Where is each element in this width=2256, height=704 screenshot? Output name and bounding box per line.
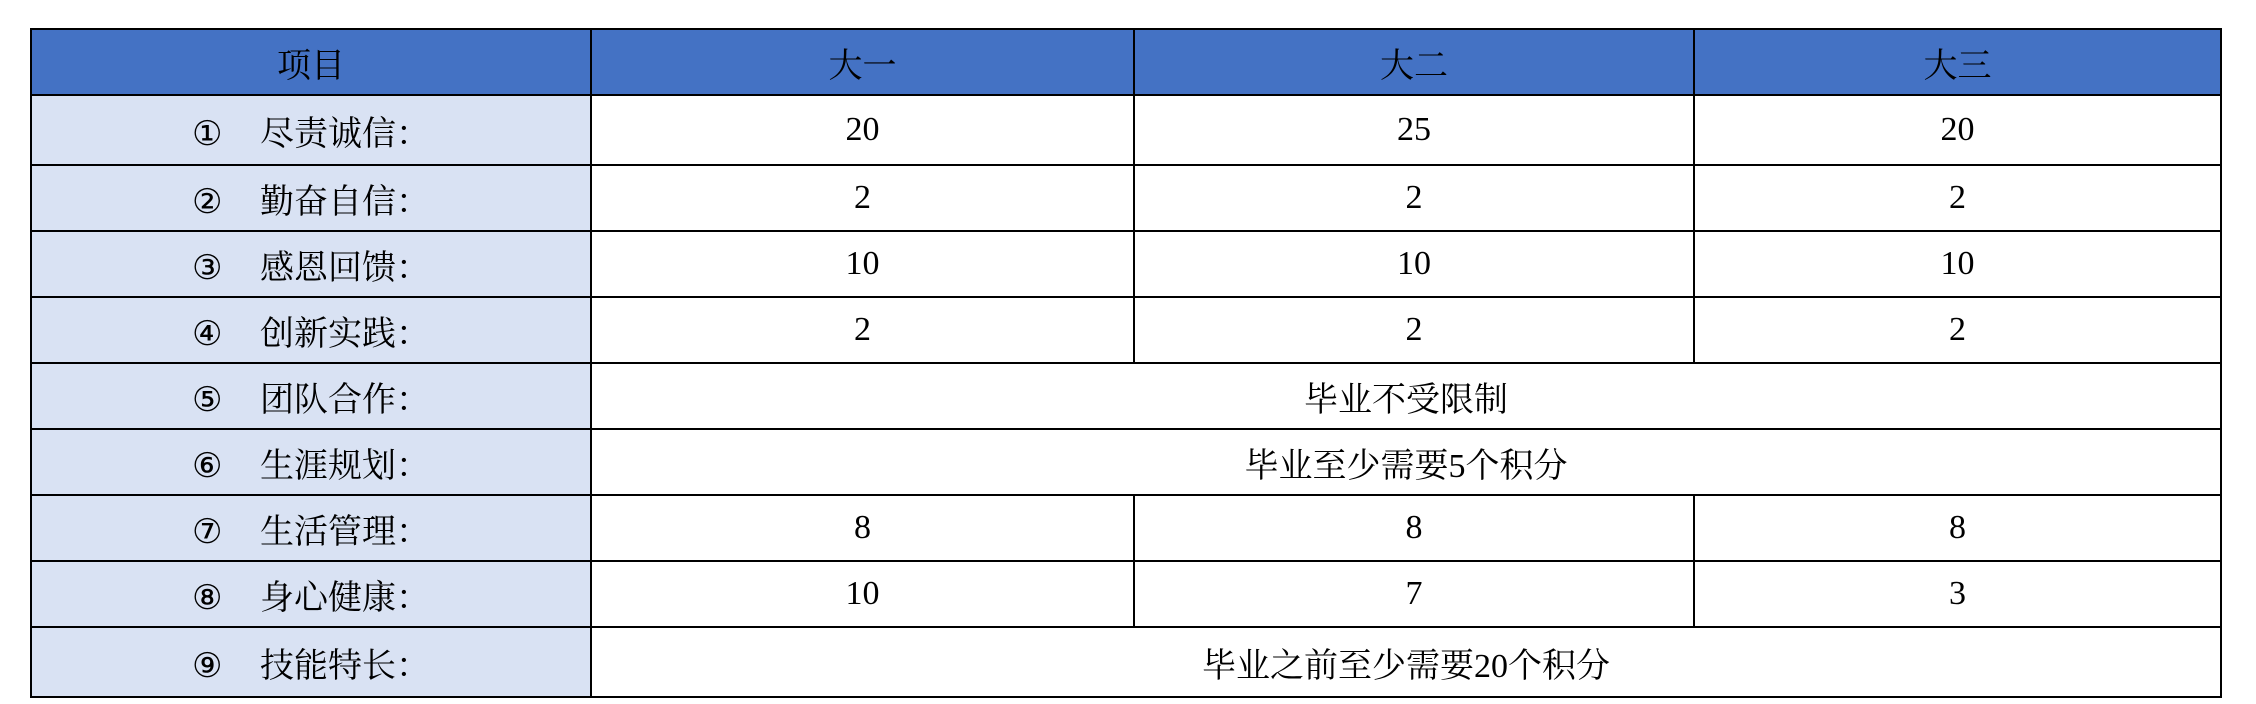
row-name-9: 技能特长： bbox=[260, 647, 430, 685]
table-row bbox=[31, 95, 2221, 165]
table-row bbox=[31, 429, 2221, 495]
row-number-8: ⑧ bbox=[192, 579, 223, 617]
row-5-note: 毕业不受限制 bbox=[591, 363, 2221, 429]
row-number-5: ⑤ bbox=[192, 381, 223, 419]
table-row bbox=[31, 165, 2221, 231]
row-3-year2-value: 10 bbox=[1134, 231, 1694, 297]
column-header-year2: 大二 bbox=[1134, 29, 1694, 95]
table-row bbox=[31, 363, 2221, 429]
table-row bbox=[31, 627, 2221, 697]
row-number-3: ③ bbox=[192, 249, 223, 287]
row-number-9: ⑨ bbox=[192, 647, 223, 685]
row-number-6: ⑥ bbox=[192, 447, 223, 485]
row-label-9 bbox=[31, 627, 591, 697]
row-4-year3-value: 2 bbox=[1694, 297, 2221, 363]
row-label-2 bbox=[31, 165, 591, 231]
row-number-1: ① bbox=[192, 115, 223, 153]
credit-requirements-table-container bbox=[30, 28, 2220, 698]
table-row bbox=[31, 297, 2221, 363]
row-6-note: 毕业至少需要5个积分 bbox=[591, 429, 2221, 495]
row-name-3: 感恩回馈： bbox=[260, 249, 430, 287]
row-1-year3-value: 20 bbox=[1694, 95, 2221, 165]
row-8-year3-value: 3 bbox=[1694, 561, 2221, 627]
row-name-6: 生涯规划： bbox=[260, 447, 430, 485]
row-8-year1-value: 10 bbox=[591, 561, 1134, 627]
row-7-year3-value: 8 bbox=[1694, 495, 2221, 561]
row-number-2: ② bbox=[192, 183, 223, 221]
table-row bbox=[31, 495, 2221, 561]
row-4-year2-value: 2 bbox=[1134, 297, 1694, 363]
row-label-8 bbox=[31, 561, 591, 627]
row-label-7 bbox=[31, 495, 591, 561]
credit-requirements-table bbox=[30, 28, 2222, 698]
row-1-year1-value: 20 bbox=[591, 95, 1134, 165]
row-name-1: 尽责诚信： bbox=[260, 115, 430, 153]
table-row bbox=[31, 231, 2221, 297]
row-name-7: 生活管理： bbox=[260, 513, 430, 551]
row-2-year2-value: 2 bbox=[1134, 165, 1694, 231]
column-header-item: 项目 bbox=[31, 29, 591, 95]
row-8-year2-value: 7 bbox=[1134, 561, 1694, 627]
table-body bbox=[31, 95, 2221, 697]
row-label-4 bbox=[31, 297, 591, 363]
row-2-year3-value: 2 bbox=[1694, 165, 2221, 231]
row-3-year1-value: 10 bbox=[591, 231, 1134, 297]
column-header-year3: 大三 bbox=[1694, 29, 2221, 95]
row-1-year2-value: 25 bbox=[1134, 95, 1694, 165]
row-2-year1-value: 2 bbox=[591, 165, 1134, 231]
table-header-row bbox=[31, 29, 2221, 95]
table-header bbox=[31, 29, 2221, 95]
row-7-year1-value: 8 bbox=[591, 495, 1134, 561]
row-7-year2-value: 8 bbox=[1134, 495, 1694, 561]
row-name-2: 勤奋自信： bbox=[260, 183, 430, 221]
column-header-year1: 大一 bbox=[591, 29, 1134, 95]
row-label-3 bbox=[31, 231, 591, 297]
row-label-1 bbox=[31, 95, 591, 165]
row-4-year1-value: 2 bbox=[591, 297, 1134, 363]
row-3-year3-value: 10 bbox=[1694, 231, 2221, 297]
table-row bbox=[31, 561, 2221, 627]
row-name-8: 身心健康： bbox=[260, 579, 430, 617]
row-name-5: 团队合作： bbox=[260, 381, 430, 419]
row-number-7: ⑦ bbox=[192, 513, 223, 551]
row-9-note: 毕业之前至少需要20个积分 bbox=[591, 627, 2221, 697]
row-number-4: ④ bbox=[192, 315, 223, 353]
row-name-4: 创新实践： bbox=[260, 315, 430, 353]
row-label-6 bbox=[31, 429, 591, 495]
row-label-5 bbox=[31, 363, 591, 429]
